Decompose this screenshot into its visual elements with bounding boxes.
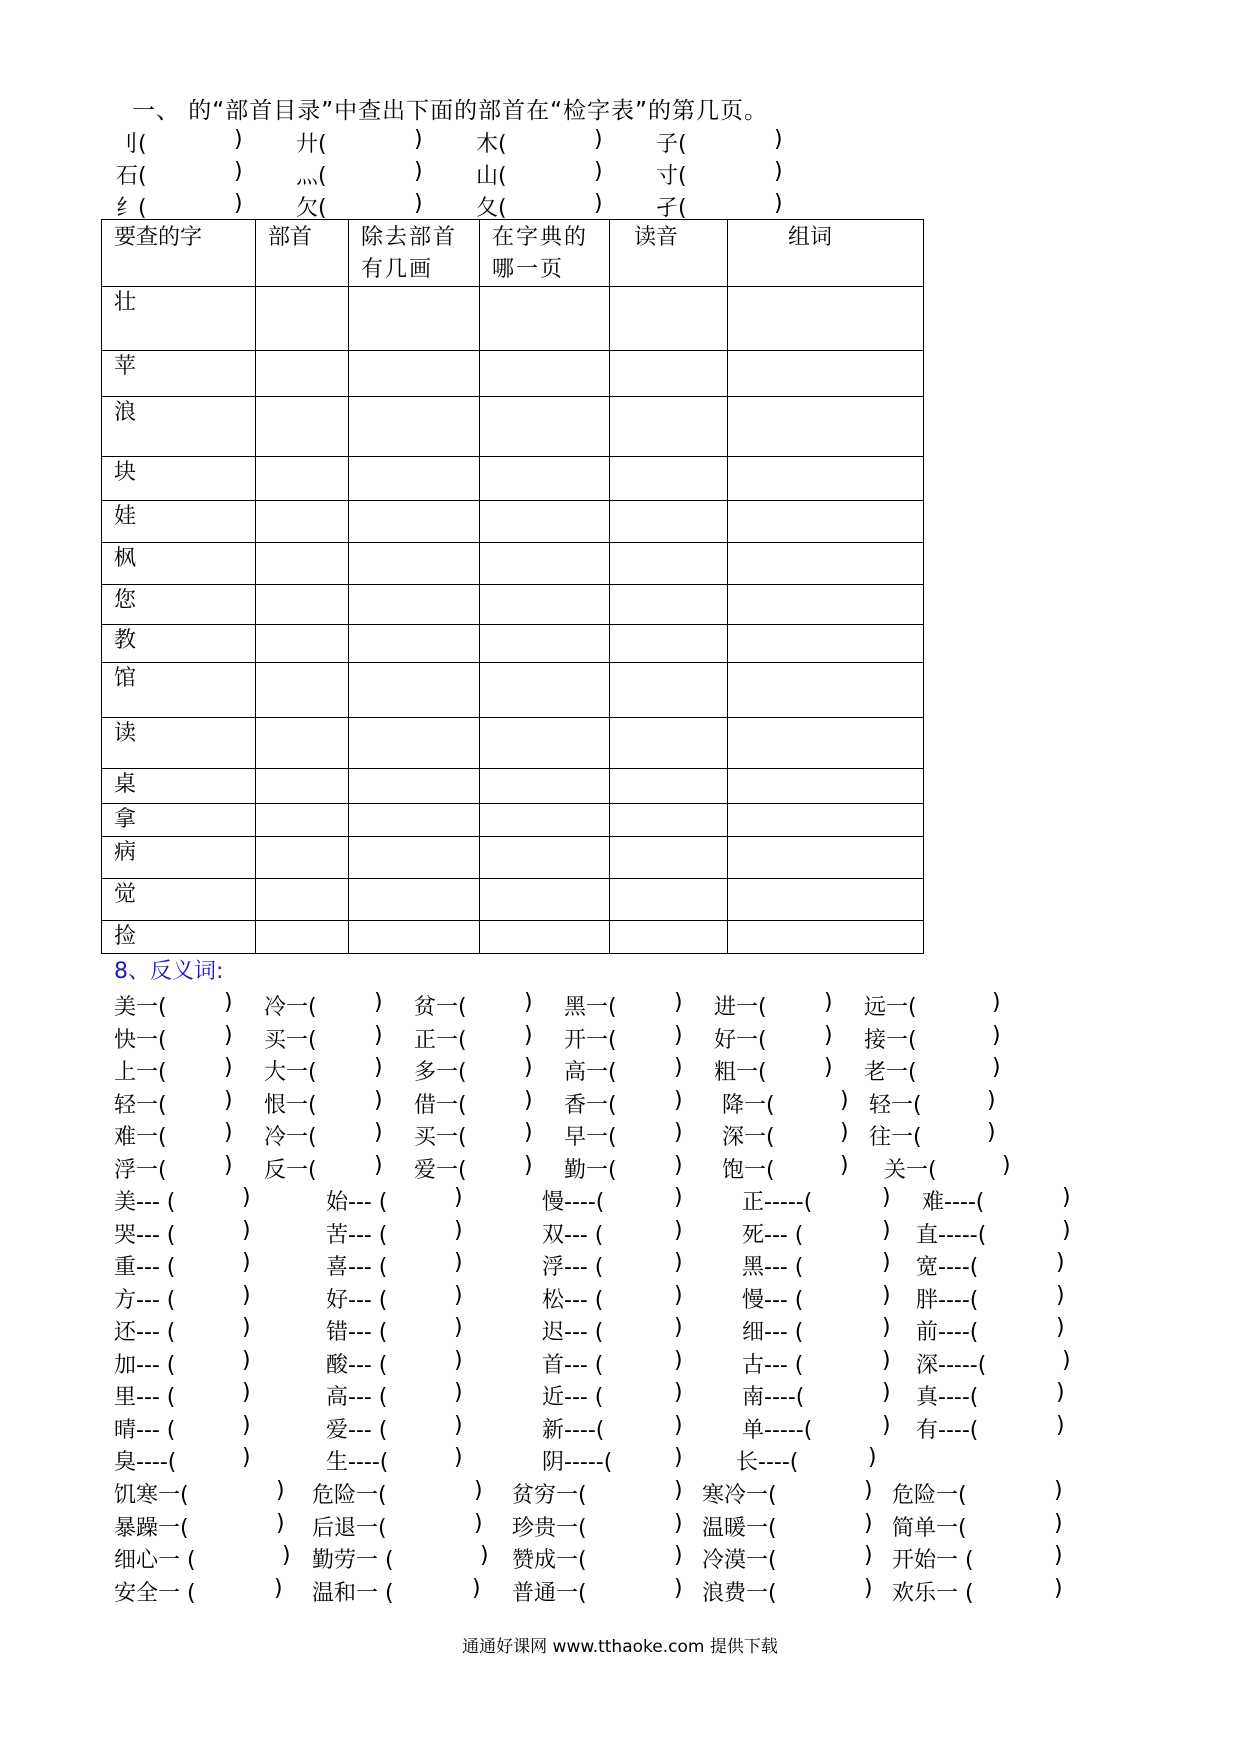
antonym-row (114, 1315, 1065, 1348)
antonym-row (114, 1250, 1065, 1283)
antonym-item: 苦--- ( ) (326, 1217, 463, 1248)
table-cell[interactable] (480, 287, 610, 351)
table-cell[interactable] (728, 921, 924, 954)
antonym-item: 买一( ) (264, 1022, 383, 1053)
column-header: 组词 (728, 220, 924, 287)
antonym-row (114, 1217, 1071, 1251)
section-heading: 8、反义词: (114, 959, 224, 984)
radical-item: 木( ) (476, 126, 603, 157)
antonym-item: 前----( ) (916, 1315, 1065, 1345)
table-cell[interactable] (349, 501, 480, 543)
table-cell[interactable] (349, 351, 480, 397)
antonym-item: 好一( ) (714, 1022, 833, 1053)
table-cell[interactable] (480, 879, 610, 921)
antonym-item: 香一( ) (564, 1087, 683, 1118)
antonym-row (114, 1445, 877, 1478)
antonym-item: 开一( ) (564, 1022, 683, 1053)
antonym-item: 酸--- ( ) (326, 1347, 463, 1378)
table-row (102, 625, 924, 663)
antonym-group-2 (114, 1185, 1071, 1478)
table-cell-char: 浪 (102, 397, 256, 457)
antonym-item: 高一( ) (564, 1055, 683, 1085)
table-cell[interactable] (480, 718, 610, 769)
table-row (102, 585, 924, 625)
antonym-item: 阴-----( ) (542, 1445, 683, 1475)
antonym-item: 单-----( ) (742, 1412, 891, 1443)
table-cell[interactable] (480, 501, 610, 543)
table-row (102, 397, 924, 457)
table-cell[interactable] (610, 501, 728, 543)
antonym-row (114, 1510, 1063, 1544)
antonym-row (114, 1543, 1063, 1576)
antonym-item: 错--- ( ) (326, 1315, 463, 1345)
table-cell[interactable] (728, 663, 924, 718)
radical-item: 纟( ) (116, 190, 243, 221)
table-cell[interactable] (256, 804, 349, 837)
table-cell[interactable] (349, 718, 480, 769)
table-cell-char: 苹 (102, 351, 256, 397)
antonym-item: 爱一( ) (414, 1152, 533, 1183)
antonym-row (114, 1055, 1001, 1088)
table-cell[interactable] (256, 287, 349, 351)
radical-item: 刂( ) (116, 126, 243, 157)
table-row (102, 351, 924, 397)
antonym-item: 安全一 ( ) (114, 1575, 283, 1606)
table-cell-char: 馆 (102, 663, 256, 718)
antonym-item: 冷漠一( ) (702, 1543, 873, 1573)
antonym-row (114, 1087, 996, 1121)
table-cell[interactable] (480, 769, 610, 804)
antonym-item: 饥寒一( ) (114, 1478, 285, 1508)
table-cell[interactable] (610, 718, 728, 769)
table-cell[interactable] (256, 543, 349, 585)
table-cell[interactable] (256, 663, 349, 718)
table-cell[interactable] (728, 543, 924, 585)
antonym-item: 开始一 ( ) (892, 1543, 1063, 1573)
table-cell[interactable] (256, 351, 349, 397)
antonym-item: 暴躁一( ) (114, 1510, 285, 1541)
antonym-item: 还--- ( ) (114, 1315, 251, 1345)
table-cell[interactable] (256, 625, 349, 663)
antonym-item: 深-----( ) (916, 1347, 1071, 1378)
table-cell[interactable] (480, 837, 610, 879)
antonym-item: 后退一( ) (312, 1510, 483, 1541)
table-row (102, 921, 924, 954)
antonym-row (114, 1412, 1065, 1446)
antonym-item: 方--- ( ) (114, 1282, 251, 1313)
antonym-item: 轻一( ) (114, 1087, 233, 1118)
antonym-item: 贫一( ) (414, 990, 533, 1020)
table-row (102, 287, 924, 351)
table-cell-char: 教 (102, 625, 256, 663)
table-row (102, 837, 924, 879)
antonym-item: 迟--- ( ) (542, 1315, 683, 1345)
antonym-row (114, 1347, 1071, 1381)
antonym-item: 关一( ) (884, 1152, 1011, 1183)
antonym-item: 勤劳一 ( ) (312, 1543, 489, 1573)
table-cell[interactable] (610, 837, 728, 879)
antonym-row (114, 1120, 996, 1153)
table-header-row (102, 220, 924, 287)
antonym-item: 借一( ) (414, 1087, 533, 1118)
antonym-item: 好--- ( ) (326, 1282, 463, 1313)
table-cell[interactable] (728, 625, 924, 663)
table-cell[interactable] (256, 837, 349, 879)
antonym-item: 老一( ) (864, 1055, 1001, 1085)
table-cell-char: 病 (102, 837, 256, 879)
antonym-item: 多一( ) (414, 1055, 533, 1085)
antonym-item: 危险一( ) (312, 1478, 483, 1508)
table-row (102, 769, 924, 804)
table-cell-char: 觉 (102, 879, 256, 921)
antonym-row (114, 1282, 1065, 1316)
table-cell[interactable] (728, 501, 924, 543)
table-cell-char: 块 (102, 457, 256, 501)
table-cell[interactable] (480, 663, 610, 718)
antonym-item: 重--- ( ) (114, 1250, 251, 1280)
radical-item: 寸( ) (656, 158, 783, 189)
table-row (102, 663, 924, 718)
table-cell[interactable] (610, 585, 728, 625)
antonym-item: 喜--- ( ) (326, 1250, 463, 1280)
table-cell[interactable] (610, 625, 728, 663)
radical-item: 欠( ) (296, 190, 423, 221)
antonym-item: 正-----( ) (742, 1185, 891, 1215)
table-cell-char: 壮 (102, 287, 256, 351)
antonym-item: 大一( ) (264, 1055, 383, 1085)
radical-row (116, 190, 836, 222)
antonym-item: 危险一( ) (892, 1478, 1063, 1508)
antonym-item: 长----( ) (736, 1445, 877, 1475)
table-row (102, 501, 924, 543)
dictionary-lookup-table (101, 219, 924, 954)
antonym-item: 普通一( ) (512, 1575, 683, 1606)
table-cell[interactable] (256, 501, 349, 543)
table-cell[interactable] (610, 769, 728, 804)
table-cell[interactable] (480, 921, 610, 954)
table-cell-char: 捡 (102, 921, 256, 954)
antonym-row (114, 1478, 1063, 1511)
antonym-item: 美一( ) (114, 990, 233, 1020)
antonym-item: 近--- ( ) (542, 1380, 683, 1410)
table-cell-char: 拿 (102, 804, 256, 837)
table-cell[interactable] (349, 287, 480, 351)
table-cell[interactable] (610, 921, 728, 954)
table-row (102, 543, 924, 585)
antonym-item: 慢--- ( ) (742, 1282, 891, 1313)
antonym-item: 粗一( ) (714, 1055, 833, 1085)
antonym-item: 哭--- ( ) (114, 1217, 251, 1248)
table-cell[interactable] (728, 351, 924, 397)
table-cell[interactable] (349, 663, 480, 718)
table-cell[interactable] (728, 804, 924, 837)
antonym-item: 细--- ( ) (742, 1315, 891, 1345)
page-footer: 通通好课网 www.tthaoke.com 提供下载 (462, 1637, 778, 1657)
antonym-item: 细心一 ( ) (114, 1543, 291, 1573)
table-cell[interactable] (480, 543, 610, 585)
radical-grid (116, 126, 836, 222)
table-cell[interactable] (349, 837, 480, 879)
antonym-item: 浮一( ) (114, 1152, 233, 1183)
table-cell[interactable] (349, 585, 480, 625)
antonym-item: 晴--- ( ) (114, 1412, 251, 1443)
antonym-item: 买一( ) (414, 1120, 533, 1150)
antonym-item: 慢----( ) (542, 1185, 683, 1215)
page-title: 一、 的“部首目录”中查出下面的部首在“检字表”的第几页。 (132, 98, 768, 124)
radical-item: 廾( ) (296, 126, 423, 157)
table-cell[interactable] (610, 663, 728, 718)
table-cell[interactable] (480, 585, 610, 625)
table-row (102, 718, 924, 769)
antonym-item: 里--- ( ) (114, 1380, 251, 1410)
table-cell[interactable] (610, 457, 728, 501)
antonym-item: 冷一( ) (264, 1120, 383, 1150)
antonym-item: 始--- ( ) (326, 1185, 463, 1215)
table-cell[interactable] (349, 769, 480, 804)
table-cell[interactable] (728, 287, 924, 351)
antonym-item: 贫穷一( ) (512, 1478, 683, 1508)
antonym-item: 欢乐一 ( ) (892, 1575, 1063, 1606)
table-cell[interactable] (349, 397, 480, 457)
table-cell[interactable] (728, 718, 924, 769)
table-cell[interactable] (610, 397, 728, 457)
antonym-item: 勤一( ) (564, 1152, 683, 1183)
radical-item: 山( ) (476, 158, 603, 189)
antonym-item: 温和一 ( ) (312, 1575, 481, 1606)
antonym-item: 新----( ) (542, 1412, 683, 1443)
table-cell[interactable] (610, 287, 728, 351)
antonym-item: 松--- ( ) (542, 1282, 683, 1313)
table-cell[interactable] (256, 921, 349, 954)
antonym-item: 恨一( ) (264, 1087, 383, 1118)
table-cell-char: 枫 (102, 543, 256, 585)
antonym-item: 深一( ) (722, 1120, 849, 1150)
antonym-item: 进一( ) (714, 990, 833, 1020)
table-cell[interactable] (480, 625, 610, 663)
table-row (102, 457, 924, 501)
antonym-group-1 (114, 990, 1011, 1185)
antonym-item: 爱--- ( ) (326, 1412, 463, 1443)
antonym-item: 双--- ( ) (542, 1217, 683, 1248)
table-cell-char: 读 (102, 718, 256, 769)
antonym-item: 浪费一( ) (702, 1575, 873, 1606)
antonym-item: 快一( ) (114, 1022, 233, 1053)
antonym-item: 死--- ( ) (742, 1217, 891, 1248)
antonym-item: 温暖一( ) (702, 1510, 873, 1541)
table-cell[interactable] (256, 397, 349, 457)
antonym-item: 浮--- ( ) (542, 1250, 683, 1280)
table-cell[interactable] (256, 585, 349, 625)
antonym-item: 古--- ( ) (742, 1347, 891, 1378)
table-cell[interactable] (610, 543, 728, 585)
antonym-item: 直-----( ) (916, 1217, 1071, 1248)
table-cell[interactable] (610, 351, 728, 397)
table-cell[interactable] (349, 543, 480, 585)
table-cell[interactable] (349, 625, 480, 663)
antonym-row (114, 1575, 1063, 1609)
column-header: 部首 (256, 220, 349, 287)
table-cell[interactable] (349, 921, 480, 954)
antonym-group-3 (114, 1478, 1063, 1608)
antonym-item: 生----( ) (326, 1445, 463, 1475)
table-cell[interactable] (728, 397, 924, 457)
table-cell[interactable] (480, 351, 610, 397)
table-cell[interactable] (349, 879, 480, 921)
antonym-item: 早一( ) (564, 1120, 683, 1150)
antonym-item: 黑--- ( ) (742, 1250, 891, 1280)
antonym-item: 降一( ) (722, 1087, 849, 1118)
antonym-item: 高--- ( ) (326, 1380, 463, 1410)
column-header: 要查的字 (102, 220, 256, 287)
antonym-item: 南----( ) (742, 1380, 891, 1410)
table-cell[interactable] (349, 457, 480, 501)
table-cell[interactable] (610, 879, 728, 921)
table-cell[interactable] (728, 879, 924, 921)
radical-row (116, 126, 836, 158)
table-cell[interactable] (728, 769, 924, 804)
antonym-item: 宽----( ) (916, 1250, 1065, 1280)
table-row (102, 804, 924, 837)
column-header: 读音 (610, 220, 728, 287)
radical-item: 孑( ) (656, 190, 783, 221)
table-cell[interactable] (610, 804, 728, 837)
antonym-row (114, 1022, 1001, 1056)
table-row (102, 879, 924, 921)
column-header: 除去部首有几画 (349, 220, 480, 287)
antonym-item: 饱一( ) (722, 1152, 849, 1183)
antonym-item: 正一( ) (414, 1022, 533, 1053)
table-cell[interactable] (480, 457, 610, 501)
table-cell[interactable] (256, 718, 349, 769)
antonym-item: 反一( ) (264, 1152, 383, 1183)
antonym-item: 黑一( ) (564, 990, 683, 1020)
table-cell-char: 您 (102, 585, 256, 625)
table-cell[interactable] (728, 585, 924, 625)
antonym-item: 简单一( ) (892, 1510, 1063, 1541)
antonym-item: 赞成一( ) (512, 1543, 683, 1573)
antonym-item: 美--- ( ) (114, 1185, 251, 1215)
table-cell[interactable] (256, 457, 349, 501)
antonym-item: 轻一( ) (869, 1087, 996, 1118)
antonym-item: 难----( ) (922, 1185, 1071, 1215)
column-header: 在字典的哪一页 (480, 220, 610, 287)
antonym-item: 难一( ) (114, 1120, 233, 1150)
radical-item: 灬( ) (296, 158, 423, 189)
radical-item: 石( ) (116, 158, 243, 189)
antonym-item: 远一( ) (864, 990, 1001, 1020)
table-cell[interactable] (256, 769, 349, 804)
antonym-item: 上一( ) (114, 1055, 233, 1085)
antonym-item: 冷一( ) (264, 990, 383, 1020)
antonym-item: 珍贵一( ) (512, 1510, 683, 1541)
table-cell[interactable] (480, 804, 610, 837)
antonym-row (114, 990, 1001, 1023)
antonym-row (114, 1185, 1071, 1218)
antonym-item: 接一( ) (864, 1022, 1001, 1053)
antonym-row (114, 1152, 1011, 1186)
antonym-item: 首--- ( ) (542, 1347, 683, 1378)
table-cell[interactable] (256, 879, 349, 921)
table-cell-char: 娃 (102, 501, 256, 543)
antonym-item: 加--- ( ) (114, 1347, 251, 1378)
table-cell[interactable] (728, 837, 924, 879)
table-cell[interactable] (728, 457, 924, 501)
antonym-row (114, 1380, 1065, 1413)
table-cell-char: 桌 (102, 769, 256, 804)
radical-item: 夂( ) (476, 190, 603, 221)
table-cell[interactable] (349, 804, 480, 837)
antonym-item: 有----( ) (916, 1412, 1065, 1443)
antonym-item: 臭----( ) (114, 1445, 251, 1475)
antonym-item: 寒冷一( ) (702, 1478, 873, 1508)
radical-item: 子( ) (656, 126, 783, 157)
radical-row (116, 158, 836, 190)
antonym-item: 真----( ) (916, 1380, 1065, 1410)
antonym-item: 往一( ) (869, 1120, 996, 1150)
table-cell[interactable] (480, 397, 610, 457)
antonym-item: 胖----( ) (916, 1282, 1065, 1313)
